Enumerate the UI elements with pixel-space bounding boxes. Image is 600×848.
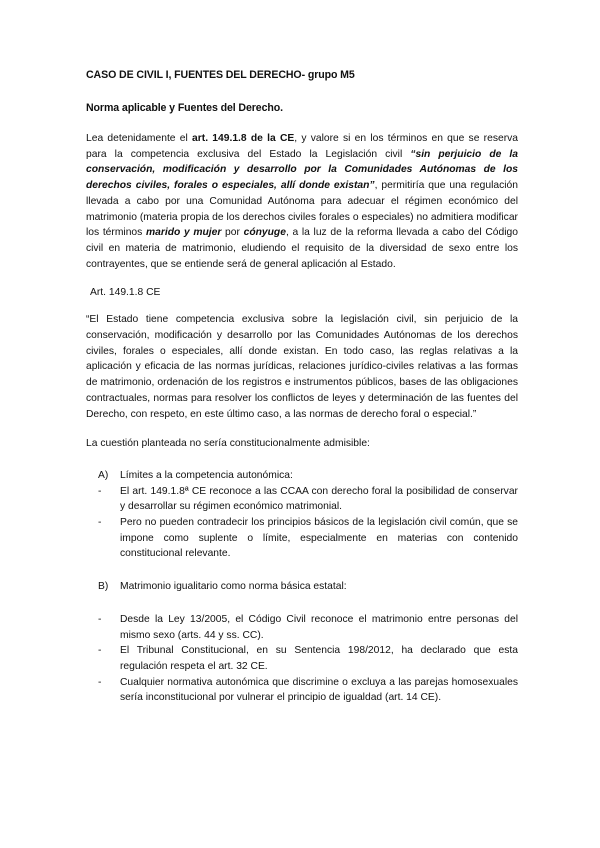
section-b-title: Matrimonio igualitario como norma básica estatal: — [120, 581, 347, 593]
section-a-letter: A) — [98, 469, 109, 481]
intro-quoted-clause: “sin perjuicio de la conservación, modificación y desarrollo por la Comunidades Autónomas de los derechos civiles, forales o especiales, allí donde existan” — [86, 148, 519, 192]
article-label: Art. 149.1.8 CE — [90, 287, 161, 299]
intro-term-marido-mujer: marido y mujer — [145, 227, 222, 239]
intro-text-2: , y valore si en los términos en que se reserva para la competencia exclusiva del Estado la Legislación civil — [86, 133, 519, 160]
document-title: CASO DE CIVIL I, FUENTES DEL DERECHO- grupo M5 — [86, 69, 355, 81]
document-page — [86, 66, 518, 706]
list-item — [98, 675, 518, 706]
bullet-dash: - — [98, 613, 102, 625]
question-intro: La cuestión planteada no sería constitucionalmente admisible: — [86, 438, 370, 450]
section-b — [98, 579, 518, 706]
section-a-heading — [98, 468, 518, 484]
section-a — [98, 468, 518, 562]
list-item — [98, 484, 518, 515]
bullet-dash: - — [98, 517, 102, 529]
intro-term-conyuge: cónyuge — [243, 227, 286, 239]
bullet-text: Desde la Ley 13/2005, el Código Civil reconoce el matrimonio entre personas del mismo sexo (arts. 44 y ss. CC). — [120, 613, 518, 641]
intro-paragraph — [86, 131, 518, 272]
article-quote: “El Estado tiene competencia exclusiva sobre la legislación civil, sin perjuicio de la conservación, modificación y desarrollo por las Comunidades Autónomas de los derechos civiles, forales o especiales, allí donde existan. En todo caso, las reglas relativas a la aplicación y eficacia de las normas jurídicas, relaciones jurídico-civiles relativas a las formas de matrimonio, ordenación de los registros e instrumentos públicos, bases de las obligaciones contractuales, normas para resolver los conflictos de leyes y determinación de las fuentes del Derecho, con respeto, en este último caso, a las normas de derecho foral o especial.” — [86, 314, 518, 420]
intro-text-5: , a la luz de la reforma llevada a cabo del Código civil en materia de matrimonio, eludiendo el requisito de la diversidad de sexo entre los contrayentes, que se entiende será de general aplicación al Estado. — [86, 227, 518, 270]
bullet-dash: - — [98, 645, 102, 657]
bullet-text: Cualquier normativa autonómica que discrimine o excluya a las parejas homosexuales sería inconstitucional por vulnerar el principio de igualdad (art. 14 CE). — [120, 676, 518, 704]
section-a-title: Límites a la competencia autonómica: — [120, 469, 293, 481]
list-item — [98, 643, 518, 674]
section-a-bullets — [98, 484, 518, 563]
intro-article-ref: art. 149.1.8 de la CE — [192, 133, 295, 144]
intro-text-1: Lea detenidamente el — [86, 133, 193, 144]
section-b-bullets — [98, 612, 518, 706]
bullet-dash: - — [98, 676, 102, 688]
bullet-text: Pero no pueden contradecir los principios básicos de la legislación civil común, que se impone como suplente o límite, especialmente en materias con contenido constitucional relevante. — [120, 517, 518, 560]
section-b-heading — [98, 579, 518, 595]
list-item — [98, 515, 518, 562]
bullet-text: El art. 149.1.8ª CE reconoce a las CCAA con derecho foral la posibilidad de conservar y desarrollar su régimen económico matrimonial. — [120, 485, 518, 513]
section-b-letter: B) — [98, 581, 109, 593]
list-item — [98, 612, 518, 643]
intro-text-3: , permitiría que una regulación llevada a cabo por una Comunidad Autónoma para adecuar el régimen económico del matrimonio (materia propia de los derechos civiles forales o especiales) no admitiera modificar los términos — [86, 180, 518, 239]
bullet-text: El Tribunal Constitucional, en su Sentencia 198/2012, ha declarado que esta regulación respeta el art. 32 CE. — [120, 645, 518, 672]
document-subtitle: Norma aplicable y Fuentes del Derecho. — [86, 102, 283, 114]
intro-text-4: por — [221, 227, 244, 239]
bullet-dash: - — [98, 485, 102, 497]
